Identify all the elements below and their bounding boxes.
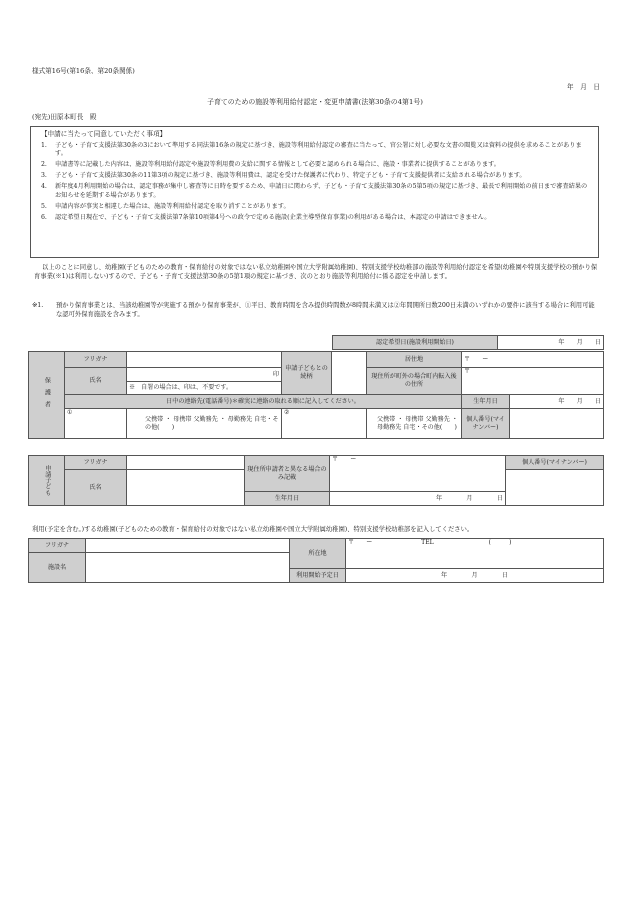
facility-name-label: 施設名 <box>29 553 86 583</box>
contact-2-types[interactable]: 父携帯 ・ 母携帯 父勤務先 ・ 母勤務先 自宅・その他( ) <box>367 409 462 439</box>
footnote: ※1. 預かり保育事業とは、当該幼稚園等が実施する預かり保育事業が、①平日、教育時間を含み提供時間数が8時間未満又は②年間開所日数200日未満のいずれかの要件に該当する場合に利用可能な認可外保育施設を含みます。 <box>32 302 595 318</box>
relation-field[interactable] <box>332 352 367 395</box>
outside-address-label: 現住所が町外の場合町内転入後の住所 <box>367 368 462 395</box>
document-title: 子育てのための施設等利用給付認定・変更申請書(法第30条の4第1号) <box>207 98 423 106</box>
location-field[interactable]: 〒 ー TEL ( ) <box>346 539 604 569</box>
child-mynumber-label: 個人番号(マイナンバー) <box>506 456 604 470</box>
contact-label: 日中の連絡先(電話番号)＊確実に連絡の取れる順に記入してください。 <box>65 395 462 409</box>
seal-mark: 印 <box>272 370 279 378</box>
notice-item: 2. 申請書等に記載した内容は、施設等利用給付認定や施設等利用費の支給に関する情報として必要と認められる場合に、施設・事業者に提供することがあります。 <box>41 161 500 169</box>
contact-1-types[interactable]: 父携帯 ・ 母携帯 父勤務先 ・ 母勤務先 自宅・その他( ) <box>127 409 282 439</box>
start-date-label: 認定希望日(施設利用開始日) <box>333 336 498 350</box>
child-name-label: 氏名 <box>65 470 127 506</box>
guardian-furigana-field[interactable] <box>127 352 282 368</box>
facility-furigana-field[interactable] <box>86 539 290 553</box>
address-field[interactable]: 〒 ー <box>462 352 604 368</box>
child-birth-label: 生年月日 <box>245 492 330 506</box>
application-date: 年 月 日 <box>567 83 600 91</box>
outside-address-field[interactable]: 〒 <box>462 368 604 395</box>
use-start-field[interactable]: 年 月 日 <box>346 569 604 583</box>
guardian-furigana-label: フリガナ <box>65 352 127 368</box>
location-label: 所在地 <box>290 539 346 569</box>
signature-note: ※ 自署の場合は、印は、不要です。 <box>127 382 282 395</box>
addressee: (宛先)田原本町長 殿 <box>32 113 97 121</box>
address-label: 居住地 <box>367 352 462 368</box>
guardian-table <box>28 351 604 439</box>
facility-furigana-label: フリガナ <box>29 539 86 553</box>
contact-1-marker: ① <box>65 409 127 439</box>
guardian-birth-label: 生年月日 <box>462 395 510 409</box>
child-name-field[interactable] <box>127 470 245 506</box>
notice-heading: 【申請に当たって同意していただく事項】 <box>41 130 167 138</box>
agreement-statement: 以上のことに同意し、幼稚園(子どものための教育・保育給付の対象ではない私立幼稚園や国立大学附属幼稚園)、特別支援学校幼稚部の施設等利用給付認定を希望(幼稚園や特別支援学校の預かり保育事業(※1)は利用しない)するので、子ども・子育て支援法第30条の5第1項の規定に基づき、次のとおり施設等利用給付に係る認定を申請します。 <box>34 264 598 280</box>
facility-table <box>28 538 604 583</box>
notice-item: 6. 認定希望日現在で、子ども・子育て支援法第7条第10項第4号への政令で定める施設(企業主導型保育事業)の利用がある場合は、本認定の申請はできません。 <box>41 213 491 221</box>
child-address-field[interactable]: 〒 ー <box>330 456 506 492</box>
child-label: 申請子ども <box>29 456 65 506</box>
guardian-name-field[interactable] <box>127 368 282 382</box>
notice-item: 1. 子ども・子育て支援法第30条の3において準用する同法第16条の規定に基づき、施設等利用給付認定の審査に当たって、官公署に対し必要な文書の閲覧又は資料の提供を求めることがあります。 <box>41 141 582 158</box>
notice-item: 3. 子ども・子育て支援法第30条の11第3項の規定に基づき、施設等利用費は、認定を受けた保護者に代わり、特定子ども・子育て支援提供者に支給される場合があります。 <box>41 172 526 180</box>
notice-item: 4. 新年度4月利用開始の場合は、認定事務が集中し審査等に日時を要するため、申請日に関わらず、子ども・子育て支援法第30条の5第5項の規定に基づき、最長で利用開始の前日まで審査結果のお知らせを延期する場合があります。 <box>41 183 588 199</box>
consent-notice-box <box>30 126 599 258</box>
guardian-birth-field[interactable]: 年 月 日 <box>510 395 604 409</box>
use-start-label: 利用開始予定日 <box>290 569 346 583</box>
relation-label: 申請子どもとの続柄 <box>282 352 332 395</box>
form-number: 様式第16号(第16条、第20条関係) <box>32 67 135 75</box>
start-date-field[interactable]: 年 月 日 <box>498 336 604 350</box>
child-table <box>28 455 604 506</box>
contact-2-marker: ② <box>282 409 367 439</box>
facility-name-field[interactable] <box>86 553 290 583</box>
start-date-table <box>332 335 604 350</box>
guardian-label: 保護者 <box>29 352 65 439</box>
guardian-mynumber-label: 個人番号(マイナンバー) <box>462 409 510 439</box>
child-address-label: 現住所申請者と異なる場合のみ記載 <box>245 456 330 492</box>
child-furigana-label: フリガナ <box>65 456 127 470</box>
child-mynumber-field[interactable] <box>506 470 604 506</box>
guardian-mynumber-field[interactable] <box>510 409 604 439</box>
notice-list <box>41 142 590 222</box>
child-furigana-field[interactable] <box>127 456 245 470</box>
guardian-name-label: 氏名 <box>65 368 127 395</box>
child-birth-field[interactable]: 年 月 日 <box>330 492 506 506</box>
facility-intro: 利用(予定を含む。)する幼稚園(子どものための教育・保育給付の対象ではない私立幼稚園や国立大学附属幼稚園)、特別支援学校幼稚部を記入してください。 <box>32 526 474 533</box>
notice-item: 5. 申請内容が事実と相違した場合は、施設等利用給付認定を取り消すことがあります。 <box>41 202 290 210</box>
